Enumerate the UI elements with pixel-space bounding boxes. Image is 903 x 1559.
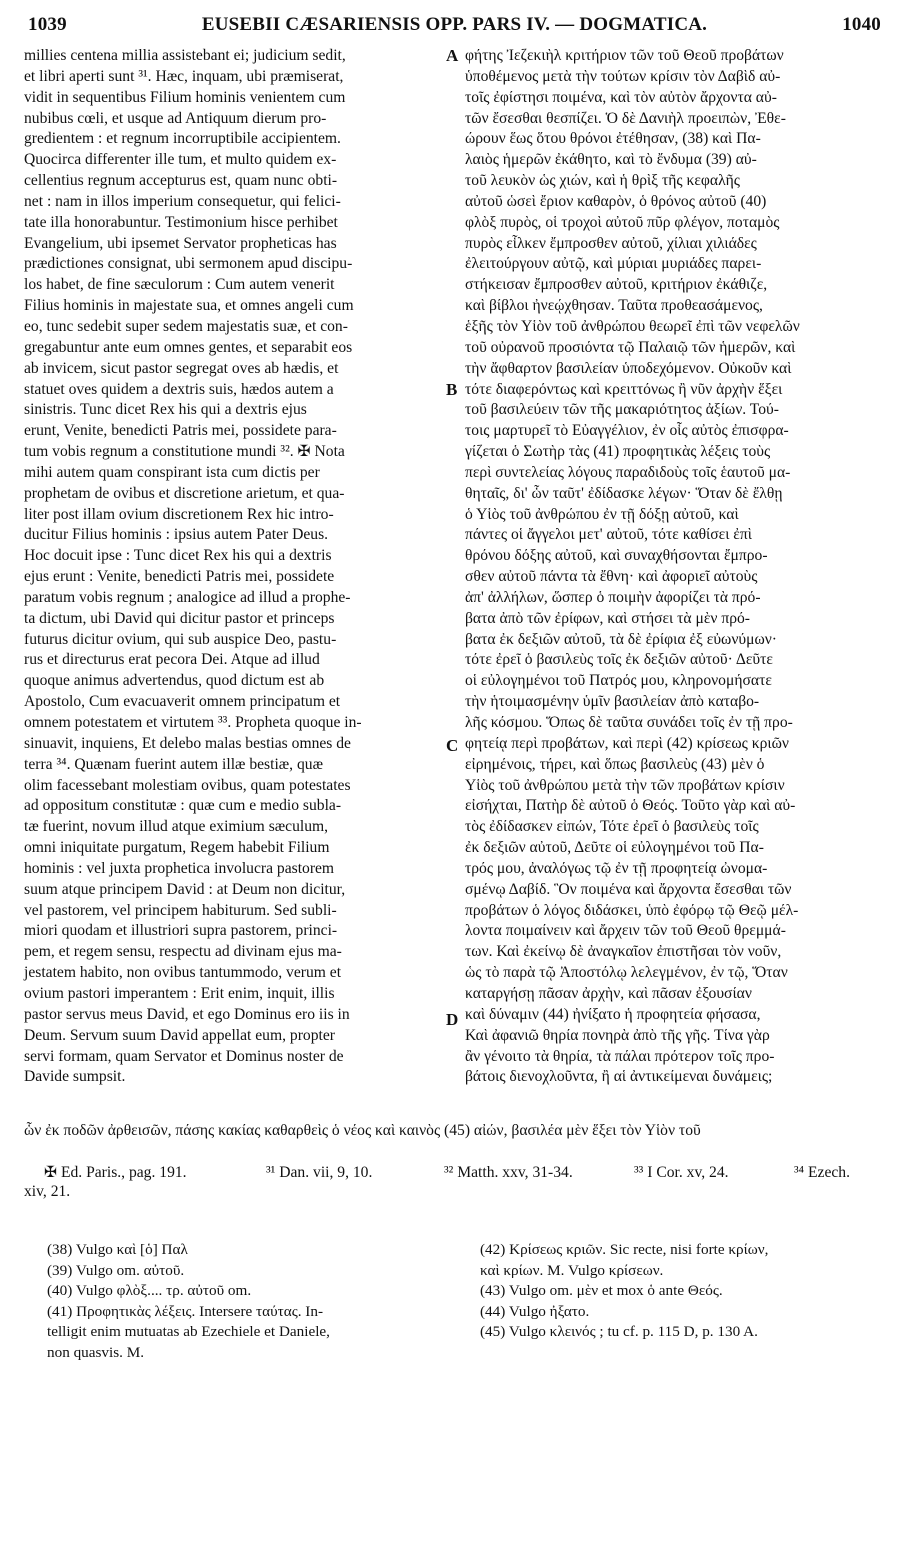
text-line: καὶ δύναμιν (44) ἠνίξατο ἡ προφητεία φήσασα, [465, 1005, 761, 1023]
text-line: eo, tunc sedebit super sedem majestatis suæ, et con- [24, 317, 348, 335]
footnote-line: non quasvis. M. [47, 1343, 145, 1361]
notes-right [480, 1240, 885, 1343]
full-width-line: ὧν ἐκ ποδῶν ἀρθεισῶν, πάσης κακίας καθαρθεὶς ὁ νέος καὶ καινὸς (45) αἰών, βασιλέα μὲν ἕξει τὸν Υἱὸν τοῦ [24, 1122, 701, 1139]
text-line: tum vobis regnum a constitutione mundi ³². ✠ Nota [24, 443, 345, 461]
text-line: εἰσήχται, Πατὴρ δὲ αὐτοῦ ὁ Θεός. Τοῦτο γὰρ καὶ αὐ- [465, 797, 796, 815]
margin-letter-b: B [446, 380, 458, 399]
text-line: net : nam in illos imperium consequetur, qui felici- [24, 192, 341, 210]
text-line: τῶν ἔσεσθαι θεσπίζει. Ὁ δὲ Δανιὴλ προειπὼν, Ἐθε- [465, 109, 786, 127]
footnote-line: (42) Κρίσεως κριῶν. Sic recte, nisi forte κρίων, [480, 1241, 769, 1258]
text-line: τὴν ἡτοιμασμένην ὑμῖν βασιλείαν ἀπὸ καταβο- [465, 693, 760, 711]
text-line: φήτης Ἰεζεκιὴλ κριτήριον τῶν τοῦ Θεοῦ προβάτων [465, 47, 784, 64]
footnote-line: (39) Vulgo om. αὐτοῦ. [47, 1261, 185, 1279]
text-line: τοῖς ἐφίστησι ποιμένα, καὶ τὸν αὐτὸν ἄρχοντα αὐ- [465, 88, 777, 106]
text-line: sinistris. Tunc dicet Rex his qui a dextris ejus [24, 401, 307, 419]
notes-left [47, 1240, 432, 1363]
text-line: quoque animus advertendus, quod dictum est ab [24, 672, 325, 690]
text-line: sinuavit, inquiens, Et delebo malas bestias omnes de [24, 734, 351, 752]
greek-column [465, 46, 882, 1088]
text-line: θρόνου δόξης αὐτοῦ, καὶ συναχθήσονται ἔμπρο- [465, 547, 768, 565]
text-line: περὶ συντελείας λόγους παραδιδοὺς τοῖς ἑαυτοῦ μα- [465, 463, 791, 481]
page-number-right: 1040 [842, 14, 881, 35]
text-line: ovium pastori imperantem : Erit enim, inquit, illis [24, 984, 335, 1002]
text-line: λαιὸς ἡμερῶν ἐκάθητο, καὶ τὸ ἔνδυμα (39) αὐ- [465, 151, 757, 169]
text-line: στήκεισαν ἔμπροσθεν αὐτοῦ, κριτήριον ἐκάθιζε, [465, 276, 768, 294]
reference-ezechiel: ³⁴ Ezech. [794, 1164, 850, 1181]
text-line: αὐτοῦ ὡσεὶ ἔριον καθαρὸν, ὁ θρόνος αὐτοῦ (40) [465, 192, 767, 210]
text-line: Apostolo, Cum evacuaverit omnem principatum et [24, 693, 341, 711]
text-line: gredientem : et regnum incorruptibile accipientem. [24, 130, 341, 148]
text-line: pem, et regem sensu, respectu ad divinam ejus ma- [24, 943, 342, 961]
running-header [28, 14, 881, 42]
text-line: rus et directurus erat pecora Dei. Atque ad illud [24, 651, 320, 669]
text-line: Evangelium, ubi ipsemet Servator propheticas has [24, 234, 337, 252]
text-line: terra ³⁴. Quænam fuerint autem illæ bestiæ, quæ [24, 755, 323, 773]
footnote-line: (44) Vulgo ἠξατο. [480, 1302, 590, 1320]
reference-corinthians: ³³ I Cor. xv, 24. [634, 1164, 729, 1181]
text-line: τότε διαφερόντως καὶ κρειττόνως ἢ νῦν ἀρχὴν ἕξει [465, 380, 783, 398]
text-line: Filius hominis in majestate sua, et omnes angeli cum [24, 297, 354, 315]
reference-edition: ✠ Ed. Paris., pag. 191. [44, 1164, 187, 1181]
text-line: τὴν ἄφθαρτον βασιλείαν ὑποδεχόμενον. Οὐκοῦν καὶ [465, 359, 792, 377]
text-line: jestatem habito, non ovibus tantummodo, verum et [24, 964, 342, 982]
text-line: ducitur Filius hominis : ipsius autem Pater Deus. [24, 526, 329, 544]
text-line: ὁ Υἱὸς τοῦ ἀνθρώπου ἐν τῇ δόξῃ αὐτοῦ, καὶ [465, 505, 739, 523]
text-line: tate illa honorabuntur. Testimonium hisce perhibet [24, 213, 338, 231]
text-line: suum atque principem David : at Deum non dicitur, [24, 880, 346, 898]
text-line: εἰρημένοις, τήρει, καὶ ὅπως βασιλεὺς (43) μὲν ὁ [465, 755, 765, 773]
text-line: φλὸξ πυρὸς, οἱ τροχοὶ αὐτοῦ πῦρ φλέγον, ποταμὸς [465, 213, 780, 231]
text-line: servi formam, quam Servator et Dominus noster de [24, 1047, 344, 1065]
text-line: τοῦ βασιλεύειν τῶν τῆς μακαριότητος ἀξίων. Τού- [465, 401, 779, 419]
text-line: καὶ βίβλοι ἠνεῴχθησαν. Ταῦτα προθεασάμενος, [465, 297, 763, 315]
text-line: φητείᾳ περὶ προβάτων, καὶ περὶ (42) κρίσεως κριῶν [465, 734, 789, 752]
text-line: καταργήσῃ πᾶσαν ἀρχὴν, καὶ πᾶσαν ἐξουσίαν [465, 984, 752, 1002]
margin-letter-d: D [446, 1010, 459, 1029]
text-line: πυρὸς εἷλκεν ἔμπροσθεν αὐτοῦ, χίλιαι χιλιάδες [465, 234, 757, 252]
text-line: των. Καὶ ἐκείνῳ δὲ ἀναγκαῖον ἐπιστῆσαι τὸν νοῦν, [465, 943, 782, 961]
text-line: paratum vobis regnum ; analogice ad illud a prophe- [24, 588, 351, 606]
reference-ezechiel-cont: xiv, 21. [24, 1183, 71, 1200]
text-line: Καὶ ἀφανιῶ θηρία πονηρὰ ἀπὸ τῆς γῆς. Τίνα γὰρ [465, 1026, 770, 1044]
text-line: γίζεται ὁ Σωτὴρ τὰς (41) προφητικὰς λέξεις τοὺς [465, 443, 771, 461]
latin-column [24, 46, 437, 1088]
text-line: Hoc docuit ipse : Tunc dicet Rex his qui a dextris [24, 547, 332, 565]
text-line: οἱ εὐλογημένοι τοῦ Πατρός μου, κληρονομήσατε [465, 672, 772, 690]
text-line: ὑποθέμενος μετὰ τὴν τούτων κρίσιν τὸν Δαβὶδ αὐ- [465, 67, 781, 85]
text-line: ώρουν ἕως ὅτου θρόνοι ἐτέθησαν, (38) καὶ Πα- [465, 130, 761, 148]
footnote-line: telligit enim mutuatas ab Ezechiele et Daniele, [47, 1323, 330, 1340]
reference-daniel: ³¹ Dan. vii, 9, 10. [266, 1164, 373, 1181]
text-line: τρός μου, ἀναλόγως τῷ ἐν τῇ προφητείᾳ ὠνομα- [465, 859, 768, 877]
text-line: millies centena millia assistebant ei; judicium sedit, [24, 47, 346, 64]
text-line: los habet, de fine sæculorum : Cum autem venerit [24, 276, 335, 294]
text-line: pastor servus meus David, et ego Dominus ero iis in [24, 1005, 350, 1023]
footnote-line: (45) Vulgo κλεινός ; tu cf. p. 115 D, p. 130 A. [480, 1323, 758, 1340]
text-line: prædictiones consignat, ubi sermonem apud discipu- [24, 255, 353, 273]
text-line: τοῦ οὐρανοῦ προσιόντα τῷ Παλαιῷ τῶν ἡμερῶν, καὶ [465, 338, 796, 356]
text-line: Deum. Servum suum David appellat eum, propter [24, 1026, 335, 1044]
text-line: ὡς τὸ παρὰ τῷ Ἀποστόλῳ λελεγμένον, ἐν τῷ, Ὅταν [465, 964, 788, 982]
text-line: ἀπ' ἀλλήλων, ὥσπερ ὁ ποιμὴν ἀφορίζει τὰ πρό- [465, 588, 761, 606]
footnote-line: καὶ κρίων. M. Vulgo κρίσεων. [480, 1261, 664, 1279]
text-line: λῆς κόσμου. Ὅπως δὲ ταῦτα συνάδει τοῖς ἐν τῇ προ- [465, 714, 793, 731]
text-line: omni iniquitate purgatum, Regem habebit Filium [24, 839, 330, 857]
text-line: προβάτων ὁ λόγος διδάσκει, ὑπὸ ἐφόρῳ τῷ Θεῷ μέλ- [465, 901, 799, 919]
text-line: nubibus cœli, et usque ad Antiquum dierum pro- [24, 109, 327, 127]
text-line: βατα ἀπὸ τῶν ἐρίφων, καὶ στήσει τὰ μὲν πρό- [465, 609, 750, 627]
reference-matthew: ³² Matth. xxv, 31-34. [444, 1164, 573, 1181]
text-line: ἂν γένοιτο τὰ θηρία, τὰ πάλαι πρότερον τοῖς προ- [465, 1047, 775, 1065]
text-line: statuet oves quidem a dextris suis, hædos autem a [24, 380, 334, 398]
text-line: tæ fuerint, novum illud atque eximium sæculum, [24, 818, 329, 836]
text-line: τοις μαρτυρεῖ τὸ Εὐαγγέλιον, ἐν οἷς αὐτὸς ἐπισφρα- [465, 422, 789, 440]
text-line: τότε ἐρεῖ ὁ βασιλεὺς τοῖς ἐκ δεξιῶν αὐτοῦ· Δεῦτε [465, 651, 773, 669]
text-line: vel pastorem, vel principem habiturum. Sed subli- [24, 901, 337, 919]
text-line: πάντες οἱ ἄγγελοι μετ' αὐτοῦ, τότε καθίσει ἐπὶ [465, 526, 752, 544]
text-line: ta dictum, ubi David qui dicitur pastor et princeps [24, 609, 335, 627]
margin-letter-c: C [446, 736, 459, 755]
footnote-line: (41) Προφητικὰς λέξεις. Intersere ταύτας. In- [47, 1302, 324, 1320]
text-line: mihi autem quam conspirant ista cum dictis per [24, 463, 320, 481]
page-number-left: 1039 [28, 14, 67, 35]
text-line: θηταῖς, δι' ὧν ταῦτ' ἐδίδασκε λέγων· Ὅταν δὲ ἔλθῃ [465, 484, 783, 502]
text-line: liter post illam ovium discretionem Rex hic intro- [24, 505, 334, 523]
text-line: Υἱὸς τοῦ ἀνθρώπου μετὰ τὴν τῶν προβάτων κρίσιν [465, 776, 785, 794]
text-line: ejus erunt : Venite, benedicti Patris mei, possidete [24, 568, 335, 586]
text-line: olim facessebant molestiam ovibus, quam potestates [24, 776, 351, 794]
text-line: ἐκ δεξιῶν αὐτοῦ, Δεῦτε οἱ εὐλογημένοι τοῦ Πα- [465, 839, 764, 857]
running-title: EUSEBII CÆSARIENSIS OPP. PARS IV. — DOGMATICA. [201, 14, 708, 35]
text-line: βάτοις διενοχλοῦντα, ἢ αἱ ἀντικείμεναι δυνάμεις; [465, 1068, 773, 1086]
text-line: futurus dicitur ovium, qui sub auspice Deo, pastu- [24, 630, 337, 648]
footnote-line: (43) Vulgo om. μὲν et mox ὁ ante Θεός. [480, 1282, 723, 1299]
text-line: λοντα ποιμαίνειν καὶ ἄρχειν τῶν τοῦ Θεοῦ θρεμμά- [465, 922, 786, 940]
text-line: prophetam de ovibus et discretione arietum, et qua- [24, 484, 345, 502]
text-line: erunt, Venite, benedicti Patris mei, possidete para- [24, 422, 337, 440]
text-line: τὸς ἐδίδασκεν εἰπών, Τότε ἐρεῖ ὁ βασιλεὺς τοῖς [465, 818, 759, 836]
text-line: miori quodam et illustriori supra pastorem, princi- [24, 922, 338, 940]
text-line: σμένῳ Δαβίδ. Ὃν ποιμένα καὶ ἄρχοντα ἔσεσθαι τῶν [465, 880, 792, 898]
margin-letter-a: A [446, 46, 459, 65]
text-line: σθεν αὐτοῦ πάντα τὰ ἔθνη· καὶ ἀφοριεῖ αὐτοὺς [465, 568, 758, 586]
text-line: βατα ἐκ δεξιῶν αὐτοῦ, τὰ δὲ ἐρίφια ἐξ εὐωνύμων· [465, 630, 777, 648]
text-line: omnem potestatem et virtutem ³³. Propheta quoque in- [24, 714, 362, 731]
text-line: Davide sumpsit. [24, 1068, 126, 1086]
text-line: ἐλειτούργουν αὐτῷ, καὶ μύριαι μυριάδες παρει- [465, 255, 762, 273]
text-line: τοῦ λευκὸν ὡς χιών, καὶ ἡ θρὶξ τῆς κεφαλῆς [465, 172, 740, 190]
text-line: Quocirca differenter ille tum, et multo quidem ex- [24, 151, 337, 169]
text-line: ab invicem, sicut pastor segregat oves ab hædis, et [24, 359, 339, 377]
footnote-line: (40) Vulgo φλὸξ.... τρ. αὐτοῦ om. [47, 1282, 252, 1299]
text-line: ἑξῆς τὸν Υἱὸν τοῦ ἀνθρώπου θεωρεῖ ἐπὶ τῶν νεφελῶν [465, 317, 800, 335]
text-line: ad oppositum constitutæ : quæ cum e medio subla- [24, 797, 342, 815]
text-line: cellentius regnum accepturus est, quam nunc obti- [24, 172, 338, 190]
footnote-line: (38) Vulgo καὶ [ὁ] Παλ [47, 1241, 188, 1258]
text-line: et libri aperti sunt ³¹. Hæc, inquam, ubi præmiserat, [24, 67, 344, 85]
text-line: gregabuntur ante eum omnes gentes, et separabit eos [24, 338, 353, 356]
text-line: hominis : vel juxta prophetica involucra pastorem [24, 859, 335, 877]
text-line: vidit in sequentibus Filium hominis venientem cum [24, 88, 346, 106]
